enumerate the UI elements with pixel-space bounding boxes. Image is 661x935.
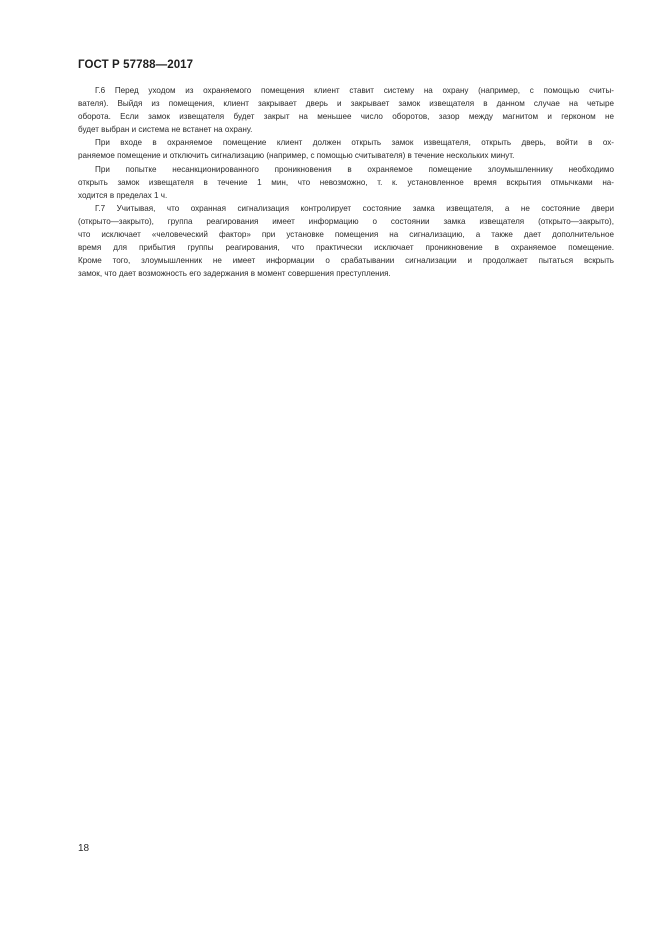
paragraph-g6 [78,84,614,136]
text-line: Г.7 Учитывая, что охранная сигнализация контролирует состояние замка извещателя, а не состояние двери [95,203,614,213]
text-line: оборота. Если замок извещателя будет закрыт на меньшее число оборотов, зазор между магнитом и герконом не [78,112,614,122]
paragraph-intrusion [78,163,614,202]
page-number: 18 [78,843,90,854]
text-line: Г.6 Перед уходом из охраняемого помещения клиент ставит систему на охрану (например, с помощью считы- [95,86,614,95]
text-line: раняемое помещение и отключить сигнализацию (например, с помощью считывателя) в течение нескольких минут. [78,151,515,161]
text-line: (открыто—закрыто), группа реагирования имеет информацию о состоянии замка извещателя (открыто—закрыто), [78,216,614,226]
text-line: вателя). Выйдя из помещения, клиент закрывает дверь и закрывает замок извещателя в данном случае на четыре [78,99,614,109]
text-line: время для прибытия группы реагирования, что практически исключает проникновение в охраняемое помещение. [78,243,614,253]
paragraph-g7 [78,202,614,281]
text-line: Кроме того, злоумышленник не имеет информации о срабатывании сигнализации и продолжает пытаться вскрыть [78,256,614,266]
text-line: что исключает «человеческий фактор» при установке помещения на сигнализацию, а также дает дополнительное [78,230,614,240]
text-line: ходится в пределах 1 ч. [78,190,168,200]
document-header: ГОСТ Р 57788—2017 [78,59,194,71]
text-line: будет выбран и система не встанет на охрану. [78,125,253,135]
text-line: При попытке несанкционированного проникновения в охраняемое помещение злоумышленнику необходимо [95,164,614,174]
text-line: При входе в охраняемое помещение клиент должен открыть замок извещателя, открыть дверь, войти в ох- [95,138,614,148]
text-line: открыть замок извещателя в течение 1 мин, что невозможно, т. к. установленное время вскрытия отмычками на- [78,177,614,187]
paragraph-entry [78,136,614,162]
body-text [78,84,614,280]
text-line: замок, что дает возможность его задержания в момент совершения преступления. [78,269,391,279]
